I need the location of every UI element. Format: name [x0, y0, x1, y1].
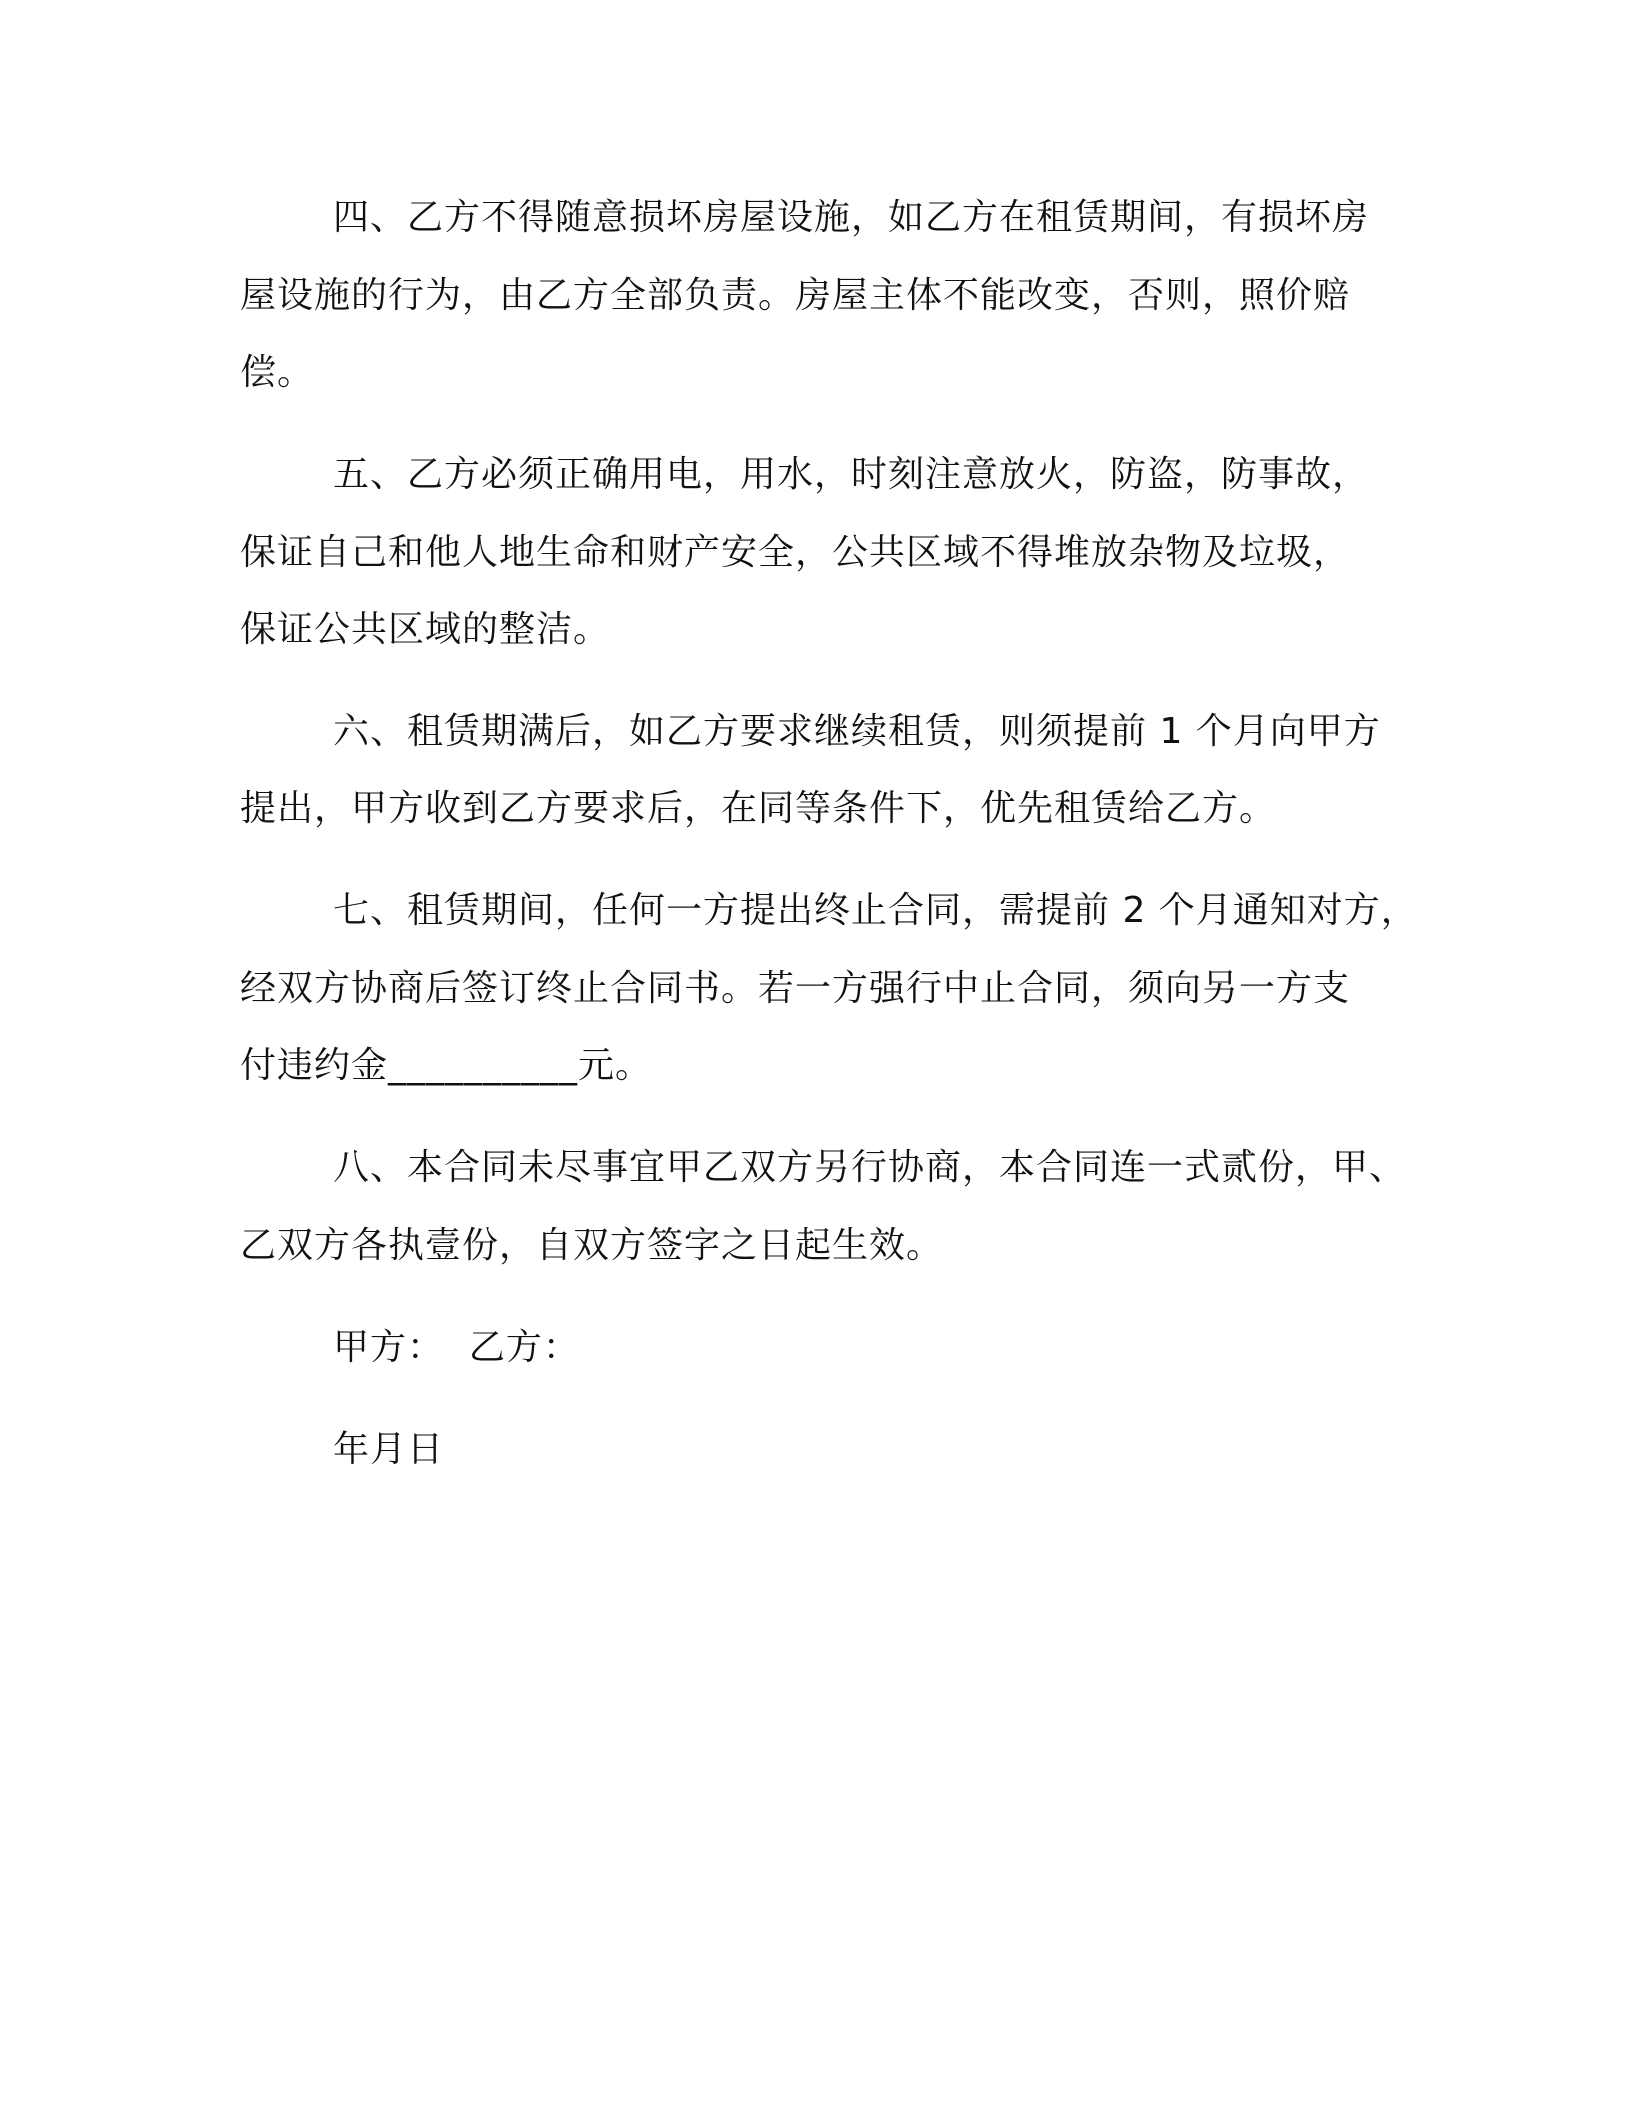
- clause-4-line-2: 屋设施的行为，由乙方全部负责。房屋主体不能改变，否则，照价赔: [240, 275, 1351, 316]
- clause-5-line-3: 保证公共区域的整洁。: [240, 609, 611, 650]
- clause-4-line-1: 四、乙方不得随意损坏房屋设施，如乙方在租赁期间，有损坏房: [333, 197, 1370, 238]
- clause-5-line-1: 五、乙方必须正确用电，用水，时刻注意放火，防盗，防事故，: [333, 454, 1370, 495]
- clause-7-line-1: 七、租赁期间，任何一方提出终止合同，需提前 2 个月通知对方，: [333, 890, 1418, 931]
- clause-6-line-2: 提出，甲方收到乙方要求后，在同等条件下，优先租赁给乙方。: [240, 788, 1277, 829]
- signature-line: 甲方： 乙方：: [333, 1327, 580, 1368]
- clause-7-line-2: 经双方协商后签订终止合同书。若一方强行中止合同，须向另一方支: [240, 968, 1351, 1009]
- clause-8-line-2: 乙双方各执壹份，自双方签字之日起生效。: [240, 1225, 944, 1266]
- clause-5-line-2: 保证自己和他人地生命和财产安全，公共区域不得堆放杂物及垃圾，: [240, 532, 1351, 573]
- date-line: 年月日: [333, 1429, 445, 1470]
- clause-8-line-1: 八、本合同未尽事宜甲乙双方另行协商，本合同连一式贰份，甲、: [333, 1147, 1407, 1188]
- clause-6-line-1: 六、租赁期满后，如乙方要求继续租赁，则须提前 1 个月向甲方: [333, 711, 1381, 752]
- clause-7-line-3: 付违约金__________元。: [240, 1045, 653, 1086]
- clause-4-line-3: 偿。: [240, 352, 315, 393]
